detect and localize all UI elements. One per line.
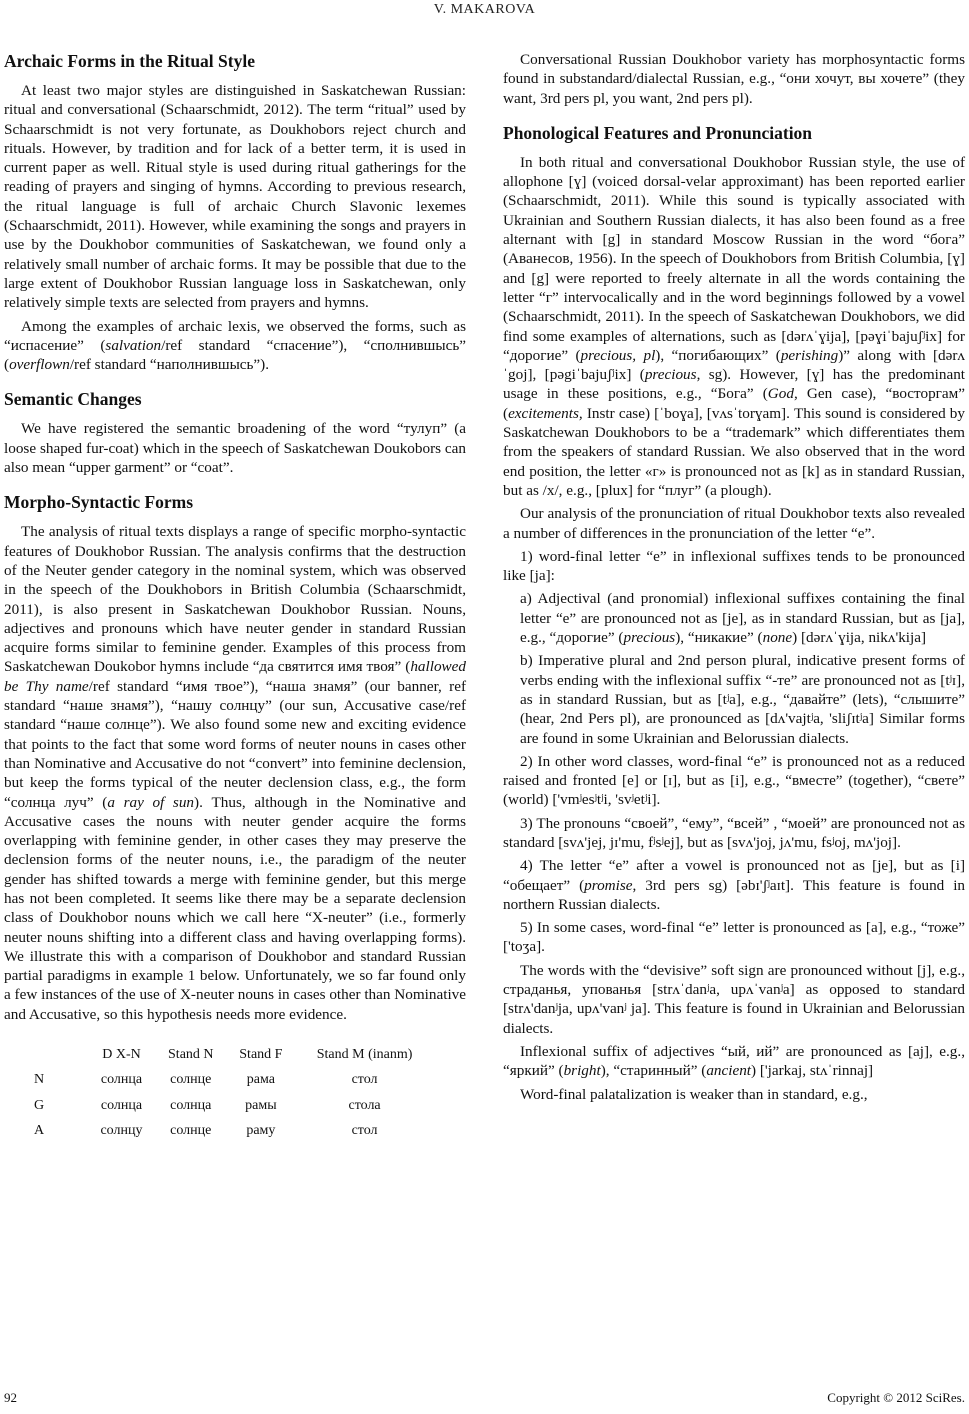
running-head: V. MAKAROVA xyxy=(433,2,536,17)
copyright-notice: Copyright © 2012 SciRes. xyxy=(827,1390,965,1405)
table-cell: солнца xyxy=(100,1072,143,1088)
list-item-1a: a) Adjectival (and pronomial) inflexional suffixes containing the final letter “е” are pronounced not as [je], as in standard Russian, but as [ja], e.g., “дорогие” (precious), “никакие” (none) [dərʌˈɣija, nikʌ'kija] xyxy=(520,590,965,647)
right-column xyxy=(503,50,965,1108)
table-cell: A xyxy=(34,1122,45,1138)
table-row xyxy=(4,1118,434,1143)
paragraph-semantic: We have registered the semantic broadening of the word “тулуп” (a loose shaped fur-coat) which in the speech of Saskatchewan Doukobors can also mean “upper garment” or “coat”. xyxy=(4,420,466,477)
table-cell: G xyxy=(34,1097,45,1113)
paragraph-phonology-1: In both ritual and conversational Doukhobor Russian style, the use of allophone [ɣ] (voiced dorsal-velar approximant) has been reported earlier (Schaarschmidt, 2011). While this sound is typically associated with Ukrainian and Southern Russian dialects, it has also been found as a free alternant with [g] in standard Moscow Russian in the word “бога” (Аванесов, 1956). In the speech of Doukhobors from British Columbia, [ɣ] and [g] were reported to freely alternate in all the words containing the letter “г” intervocalically and in the word beginnings followed by a vowel (Schaarschmidt, 2011). In the speech of Saskatchewan Doukhobors, we did find some examples of alternations, such as [dərʌˈɣija], [pəɣiˈbajuʃʲix] for “дорогие” (precious, pl), “погибающих” (perishing)” along with [dərʌˈgoj], [pəgiˈbajuʃʲix] (precious, sg). However, [ɣ] has the predominant usage in these positions, e.g., “Бога” (God, Gen case), “восторгам” (excitements, Instr case) [ˈboɣa], [vʌsˈtorɣam]. This sound is considered by Saskatchewan Doukhobors to be a “trademark” which differentiates them from the speakers of standard Russian. We also observed that in the word end position, the letter «г» is pronounced not as [k] as in standard Russian, but as /x/, e.g., [plux] for “плуг” (a plough). xyxy=(503,153,966,499)
table-cell: рама xyxy=(246,1072,275,1088)
paragraph-phonology-2: Our analysis of the pronunciation of ritual Doukhobor texts also revealed a number of differences in the pronunciation of the letter “е”. xyxy=(503,505,965,542)
section-title-phonology: Phonological Features and Pronunciation xyxy=(503,122,813,143)
table-cell: стола xyxy=(348,1097,381,1113)
table-cell: солнцу xyxy=(100,1122,143,1138)
paradigm-table xyxy=(4,1042,434,1143)
list-item-4: 4) The letter “е” after a vowel is pronounced not as [je], but as [i] “обещает” (promise, 3rd pers sg) [əbɪ'ʃʲaɪt]. This feature is found in northern Russian dialects. xyxy=(503,857,966,913)
table-cell: N xyxy=(34,1072,45,1088)
table-header-row xyxy=(4,1042,434,1067)
table-header-cell: Stand F xyxy=(239,1047,283,1063)
section-title-archaic: Archaic Forms in the Ritual Style xyxy=(4,51,255,71)
table-cell: солнца xyxy=(100,1097,143,1113)
paragraph-palatalization: Word-final palatalization is weaker than in standard, e.g., xyxy=(520,1085,868,1103)
list-item-1b: b) Imperative plural and 2nd person plural, indicative present forms of verbs ending with the inflexional suffix “-те” are pronounced not as [tʲɪ], as in standard Russian, but as [tʲa], e.g., “давайте” (lets), “слышите” (hear, 2nd Pers pl), are pronounced as [dʌ'vajtʲa, 'sliʃɪtʲa] Similar forms are found in some Ukrainian and Belorussian dialects. xyxy=(520,652,965,747)
table-header-cell: Stand N xyxy=(168,1047,214,1063)
table-header-cell: Stand M (inanm) xyxy=(316,1047,413,1063)
paragraph-conversational: Conversational Russian Doukhobor variety has morphosyntactic forms found in substandard/dialectal Russian, e.g., “они хочут, вы хочете” (they want, 3rd pers pl, you want, 2nd pers pl). xyxy=(503,51,965,107)
table-cell: рамы xyxy=(245,1097,277,1113)
section-title-semantic: Semantic Changes xyxy=(4,389,142,410)
table-cell: стол xyxy=(351,1072,378,1088)
table-cell: солнце xyxy=(170,1072,212,1088)
paragraph-soft-sign: The words with the “devisive” soft sign are pronounced without [j], e.g., страданья, упованья [strʌˈdanʲa, upʌˈvanʲa] as opposed to standard [strʌ'danʲja, upʌ'vanʲ ja]. This feature is found in Ukrainian and Belorussian dialects. xyxy=(503,961,965,1037)
table-header-cell xyxy=(4,1042,88,1067)
list-item-3: 3) The pronouns “своей”, “ему”, “всей” , “моей” are pronounced not as standard [svʌ'jej, jɪ'mu, fʲsʲej], but as [svʌ'joj, jʌ'mu, fsʲoj, mʌ'joj]. xyxy=(503,814,965,851)
paragraph-archaic-2: Among the examples of archaic lexis, we observed the forms, such as “испасение” (salvation/ref standard “спасение”), “сполнившысь” (overflown/ref standard “наполнившысь”). xyxy=(4,317,466,374)
paragraph-adjective-suffix: Inflexional suffix of adjectives “ый, ий” are pronounced as [aj], e.g., “яркий” (bright), “старинный” (ancient) ['jarkaj, stʌˈrinnaj] xyxy=(503,1042,965,1080)
table-cell: солнца xyxy=(170,1097,212,1113)
left-column xyxy=(4,50,466,1143)
section-title-morpho: Morpho-Syntactic Forms xyxy=(4,492,194,513)
page-number: 92 xyxy=(4,1390,17,1405)
list-item-5: 5) In some cases, word-final “е” letter is pronounced as [a], e.g., “тоже” ['toʒa]. xyxy=(503,919,965,956)
paragraph-morpho: The analysis of ritual texts displays a range of specific morpho-syntactic features of Doukhobor Russian. The analysis confirms that the destruction of the Neuter gender category in the nominal system, which was observed in the speech of the Doukhobors in British Columbia (Schaarschmidt, 2011), is also present in Saskatchewan Doukhobor Russian. Nouns, adjectives and pronouns which have neuter gender in standard Russian acquire forms similar to feminine gender. Examples of this process from Saskatchewan Doukobor hymns include “да святится имя твоя” (hallowed be Thy name/ref standard “имя твое”), “наша знамя” (our banner, ref standard “наше знамя”), “нашу солнцу” (our sun, Accusative case/ref standard “наше солнце”). We also found some new and exciting evidence that points to the fact that some word forms of neuter nouns in cases other than Nominative and Accusative do not “convert” into feminine declension, but keep the forms typical of the neuter declension class, e.g., the form “солнца луч” (a ray of sun). Thus, although in the Nominative and Accusative cases the nouns with neuter gender acquire the forms overlapping with feminine gender, in other cases they may preserve the declension forms of the neuter nouns, i.e., the paradigm of the neuter gender has shifted towards a merge with feminine gender, but this merge has not been completed. It seems like there may be a separate declension class of Doukhobor nouns which we call here “X-neuter” (i.e., formerly neuter nouns shifting into a different class and having overlapping forms). We illustrate this with a comparison of Doukhobor and standard Russian partial paradigms in example 1 below. Unfortunately, we so far found only a few instances of the use of X-neuter nouns in cases other than Nominative and Accusative, so this hypothesis needs more evidence. xyxy=(4,523,467,1023)
table-header-cell: D X-N xyxy=(102,1047,141,1063)
table-cell: солнце xyxy=(170,1122,212,1138)
table-cell: стол xyxy=(351,1122,378,1138)
list-item-2: 2) In other word classes, word-final “е” is pronounced not as a reduced raised and fronted [е] or [ɪ], but as [i], e.g., “вместе” (together), “свете” (world) ['vmʲesʲtʲi, 'svʲetʲi]. xyxy=(503,752,965,809)
table-row xyxy=(4,1067,434,1092)
table-row xyxy=(4,1093,434,1118)
list-item-1: 1) word-final letter “е” in inflexional suffixes tends to be pronounced like [ja]: xyxy=(503,547,965,585)
paragraph-archaic-1: At least two major styles are distinguished in Saskatchewan Russian: ritual and conversational (Schaarschmidt, 2012). The term “ritual” used by Schaarschmidt is not very fortunate, as Doukhobors reject church and rituals. However, by tradition and for lack of a better term, it is used in current paper as well. Ritual style is used during ritual gatherings for the reading of prayers and singing of hymns. According to previous research, the ritual language is full of archaic Church Slavonic lexemes (Schaarschmidt, 2011). However, while examining the songs and prayers in use by the Doukhobor communities of Saskatchewan, we found only a relatively small number of archaic forms. It may be possible that due to the large extent of Doukhobor Russian language loss in Saskatchewan, only relatively simple texts are selected from prayers and hymns. xyxy=(4,82,466,312)
table-cell: раму xyxy=(246,1122,276,1138)
